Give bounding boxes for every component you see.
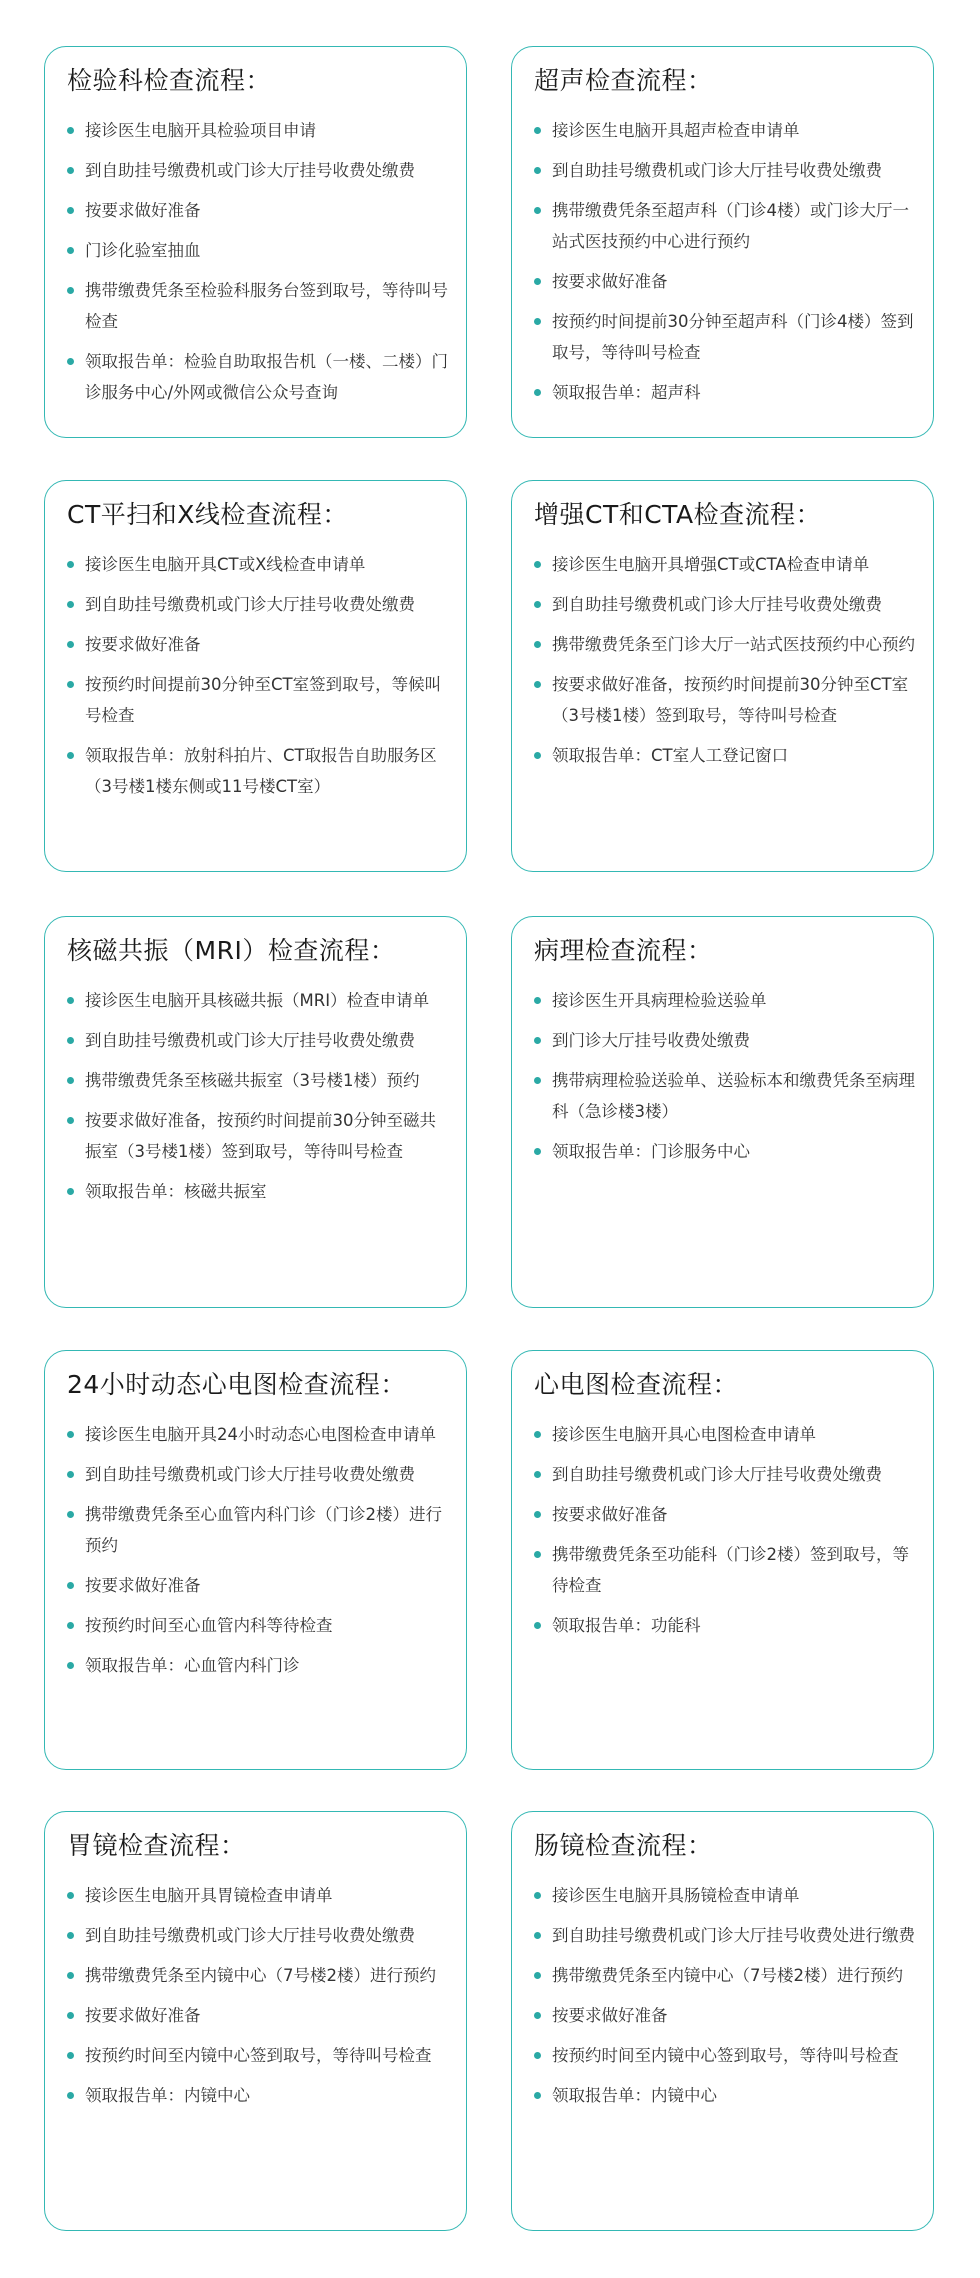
bullet-dot-icon	[67, 1511, 74, 1518]
step-text: 门诊化验室抽血	[85, 241, 201, 260]
step-text: 领取报告单：CT室人工登记窗口	[552, 746, 789, 765]
bullet-dot-icon	[67, 1972, 74, 1979]
step-item	[67, 669, 448, 731]
card-title: 24小时动态心电图检查流程：	[67, 1370, 406, 1399]
step-list	[534, 985, 915, 1167]
bullet-dot-icon	[67, 1037, 74, 1044]
step-item	[534, 266, 915, 297]
step-text: 按要求做好准备	[85, 1576, 201, 1595]
bullet-dot-icon	[534, 318, 541, 325]
step-item	[534, 1539, 915, 1601]
step-text: 领取报告单：内镜中心	[552, 2086, 717, 2105]
exam-process-card	[44, 46, 467, 438]
step-item	[67, 1960, 448, 1991]
bullet-dot-icon	[534, 997, 541, 1004]
step-list	[534, 1419, 915, 1641]
step-item	[534, 1610, 915, 1641]
step-item	[67, 740, 448, 802]
bullet-dot-icon	[534, 207, 541, 214]
bullet-dot-icon	[67, 247, 74, 254]
bullet-dot-icon	[534, 1972, 541, 1979]
bullet-dot-icon	[534, 1511, 541, 1518]
step-text: 领取报告单：内镜中心	[85, 2086, 250, 2105]
step-list	[67, 985, 448, 1207]
bullet-dot-icon	[67, 997, 74, 1004]
step-item	[67, 1419, 448, 1450]
bullet-dot-icon	[534, 389, 541, 396]
step-item	[67, 1176, 448, 1207]
step-item	[534, 985, 915, 1016]
step-list	[534, 115, 915, 408]
step-text: 携带缴费凭条至功能科（门诊2楼）签到取号，等待检查	[552, 1545, 909, 1595]
step-text: 携带缴费凭条至检验科服务台签到取号，等待叫号检查	[85, 281, 448, 331]
step-item	[534, 306, 915, 368]
bullet-dot-icon	[67, 601, 74, 608]
step-text: 携带缴费凭条至超声科（门诊4楼）或门诊大厅一站式医技预约中心进行预约	[552, 201, 909, 251]
step-item	[534, 1025, 915, 1056]
card-title: CT平扫和X线检查流程：	[67, 500, 348, 529]
step-item	[67, 235, 448, 266]
bullet-dot-icon	[67, 1117, 74, 1124]
bullet-dot-icon	[67, 752, 74, 759]
step-list	[534, 549, 915, 771]
step-list	[67, 1419, 448, 1681]
step-list	[67, 1880, 448, 2111]
step-text: 携带缴费凭条至内镜中心（7号楼2楼）进行预约	[552, 1966, 903, 1985]
step-text: 到自助挂号缴费机或门诊大厅挂号收费处缴费	[552, 1465, 882, 1484]
step-text: 领取报告单：门诊服务中心	[552, 1142, 750, 1161]
step-text: 领取报告单：检验自助取报告机（一楼、二楼）门诊服务中心/外网或微信公众号查询	[85, 352, 448, 402]
step-item	[534, 629, 915, 660]
step-text: 领取报告单：放射科拍片、CT取报告自助服务区（3号楼1楼东侧或11号楼CT室）	[85, 746, 437, 796]
exam-process-card	[511, 916, 934, 1308]
step-item	[67, 1920, 448, 1951]
step-text: 到门诊大厅挂号收费处缴费	[552, 1031, 750, 1050]
step-list	[67, 549, 448, 802]
step-item	[67, 985, 448, 1016]
step-item	[534, 1419, 915, 1450]
step-item	[67, 1570, 448, 1601]
step-item	[67, 1105, 448, 1167]
bullet-dot-icon	[67, 1892, 74, 1899]
step-text: 携带缴费凭条至核磁共振室（3号楼1楼）预约	[85, 1071, 420, 1090]
step-item	[534, 2000, 915, 2031]
step-text: 到自助挂号缴费机或门诊大厅挂号收费处缴费	[552, 161, 882, 180]
bullet-dot-icon	[534, 2092, 541, 2099]
step-item	[67, 275, 448, 337]
step-text: 按要求做好准备	[85, 635, 201, 654]
step-item	[67, 1459, 448, 1490]
step-text: 按要求做好准备，按预约时间提前30分钟至磁共振室（3号楼1楼）签到取号，等待叫号检查	[85, 1111, 436, 1161]
step-item	[534, 549, 915, 580]
step-text: 接诊医生电脑开具增强CT或CTA检查申请单	[552, 555, 870, 574]
card-title: 胃镜检查流程：	[67, 1831, 246, 1860]
bullet-dot-icon	[67, 2012, 74, 2019]
bullet-dot-icon	[67, 2092, 74, 2099]
exam-process-card	[44, 1811, 467, 2231]
step-item	[534, 1065, 915, 1127]
bullet-dot-icon	[534, 167, 541, 174]
step-item	[67, 346, 448, 408]
step-text: 携带缴费凭条至门诊大厅一站式医技预约中心预约	[552, 635, 915, 654]
step-item	[534, 2080, 915, 2111]
bullet-dot-icon	[67, 1662, 74, 1669]
bullet-dot-icon	[67, 127, 74, 134]
step-item	[67, 1499, 448, 1561]
step-text: 携带病理检验送验单、送验标本和缴费凭条至病理科（急诊楼3楼）	[552, 1071, 915, 1121]
bullet-dot-icon	[67, 207, 74, 214]
step-item	[67, 2000, 448, 2031]
step-text: 按预约时间至心血管内科等待检查	[85, 1616, 333, 1635]
step-item	[67, 155, 448, 186]
step-item	[67, 2040, 448, 2071]
step-item	[67, 195, 448, 226]
step-text: 接诊医生电脑开具24小时动态心电图检查申请单	[85, 1425, 436, 1444]
bullet-dot-icon	[534, 752, 541, 759]
bullet-dot-icon	[67, 1582, 74, 1589]
bullet-dot-icon	[534, 1148, 541, 1155]
step-text: 接诊医生电脑开具超声检查申请单	[552, 121, 800, 140]
step-item	[534, 1459, 915, 1490]
exam-process-card	[44, 916, 467, 1308]
step-item	[67, 629, 448, 660]
bullet-dot-icon	[67, 561, 74, 568]
bullet-dot-icon	[534, 561, 541, 568]
step-item	[534, 115, 915, 146]
step-item	[534, 155, 915, 186]
step-text: 接诊医生电脑开具心电图检查申请单	[552, 1425, 816, 1444]
step-text: 按要求做好准备	[85, 201, 201, 220]
step-text: 按要求做好准备	[85, 2006, 201, 2025]
bullet-dot-icon	[67, 1188, 74, 1195]
bullet-dot-icon	[534, 2052, 541, 2059]
bullet-dot-icon	[534, 641, 541, 648]
exam-process-card	[511, 46, 934, 438]
step-text: 到自助挂号缴费机或门诊大厅挂号收费处进行缴费	[552, 1926, 915, 1945]
step-text: 到自助挂号缴费机或门诊大厅挂号收费处缴费	[85, 1031, 415, 1050]
step-text: 接诊医生电脑开具肠镜检查申请单	[552, 1886, 800, 1905]
bullet-dot-icon	[534, 1551, 541, 1558]
step-item	[67, 1025, 448, 1056]
bullet-dot-icon	[534, 681, 541, 688]
step-item	[534, 740, 915, 771]
bullet-dot-icon	[534, 1431, 541, 1438]
step-text: 按预约时间至内镜中心签到取号，等待叫号检查	[552, 2046, 899, 2065]
bullet-dot-icon	[534, 1892, 541, 1899]
bullet-dot-icon	[534, 1037, 541, 1044]
step-text: 携带缴费凭条至内镜中心（7号楼2楼）进行预约	[85, 1966, 436, 1985]
bullet-dot-icon	[534, 2012, 541, 2019]
bullet-dot-icon	[534, 127, 541, 134]
bullet-dot-icon	[67, 1471, 74, 1478]
step-item	[534, 1136, 915, 1167]
bullet-dot-icon	[67, 358, 74, 365]
bullet-dot-icon	[67, 681, 74, 688]
step-item	[534, 1499, 915, 1530]
exam-process-card	[511, 480, 934, 872]
bullet-dot-icon	[534, 1622, 541, 1629]
step-text: 接诊医生电脑开具检验项目申请	[85, 121, 316, 140]
step-item	[534, 1880, 915, 1911]
exam-process-card	[511, 1811, 934, 2231]
step-text: 到自助挂号缴费机或门诊大厅挂号收费处缴费	[552, 595, 882, 614]
step-text: 领取报告单：超声科	[552, 383, 701, 402]
step-text: 接诊医生电脑开具胃镜检查申请单	[85, 1886, 333, 1905]
card-title: 增强CT和CTA检查流程：	[534, 500, 822, 529]
step-text: 领取报告单：心血管内科门诊	[85, 1656, 300, 1675]
bullet-dot-icon	[534, 278, 541, 285]
step-item	[67, 115, 448, 146]
step-text: 到自助挂号缴费机或门诊大厅挂号收费处缴费	[85, 161, 415, 180]
step-text: 按要求做好准备，按预约时间提前30分钟至CT室（3号楼1楼）签到取号，等待叫号检查	[552, 675, 909, 725]
card-title: 核磁共振（MRI）检查流程：	[67, 936, 396, 965]
step-item	[534, 1920, 915, 1951]
bullet-dot-icon	[67, 287, 74, 294]
step-text: 到自助挂号缴费机或门诊大厅挂号收费处缴费	[85, 1465, 415, 1484]
step-list	[534, 1880, 915, 2111]
bullet-dot-icon	[534, 1077, 541, 1084]
card-title: 肠镜检查流程：	[534, 1831, 713, 1860]
step-text: 携带缴费凭条至心血管内科门诊（门诊2楼）进行预约	[85, 1505, 442, 1555]
bullet-dot-icon	[67, 1431, 74, 1438]
step-item	[67, 589, 448, 620]
bullet-dot-icon	[534, 1471, 541, 1478]
step-text: 到自助挂号缴费机或门诊大厅挂号收费处缴费	[85, 1926, 415, 1945]
step-text: 按要求做好准备	[552, 1505, 668, 1524]
step-text: 按要求做好准备	[552, 272, 668, 291]
step-item	[534, 589, 915, 620]
step-text: 按预约时间提前30分钟至超声科（门诊4楼）签到取号，等待叫号检查	[552, 312, 914, 362]
card-title: 超声检查流程：	[534, 66, 713, 95]
step-item	[534, 1960, 915, 1991]
card-title: 病理检查流程：	[534, 936, 713, 965]
bullet-dot-icon	[67, 641, 74, 648]
step-item	[67, 2080, 448, 2111]
step-text: 按要求做好准备	[552, 2006, 668, 2025]
card-title: 心电图检查流程：	[534, 1370, 739, 1399]
exam-process-card	[511, 1350, 934, 1770]
step-item	[67, 1650, 448, 1681]
bullet-dot-icon	[534, 601, 541, 608]
step-item	[534, 669, 915, 731]
step-item	[67, 549, 448, 580]
bullet-dot-icon	[67, 1622, 74, 1629]
step-item	[67, 1065, 448, 1096]
step-item	[67, 1610, 448, 1641]
step-list	[67, 115, 448, 408]
step-text: 接诊医生开具病理检验送验单	[552, 991, 767, 1010]
step-text: 按预约时间提前30分钟至CT室签到取号，等候叫号检查	[85, 675, 442, 725]
bullet-dot-icon	[534, 1932, 541, 1939]
step-text: 到自助挂号缴费机或门诊大厅挂号收费处缴费	[85, 595, 415, 614]
step-item	[67, 1880, 448, 1911]
step-item	[534, 2040, 915, 2071]
bullet-dot-icon	[67, 1932, 74, 1939]
exam-process-card	[44, 1350, 467, 1770]
exam-process-card	[44, 480, 467, 872]
step-text: 接诊医生电脑开具CT或X线检查申请单	[85, 555, 366, 574]
card-title: 检验科检查流程：	[67, 66, 272, 95]
step-item	[534, 195, 915, 257]
bullet-dot-icon	[67, 1077, 74, 1084]
bullet-dot-icon	[67, 2052, 74, 2059]
step-item	[534, 377, 915, 408]
step-text: 领取报告单：功能科	[552, 1616, 701, 1635]
bullet-dot-icon	[67, 167, 74, 174]
step-text: 领取报告单：核磁共振室	[85, 1182, 267, 1201]
step-text: 按预约时间至内镜中心签到取号，等待叫号检查	[85, 2046, 432, 2065]
step-text: 接诊医生电脑开具核磁共振（MRI）检查申请单	[85, 991, 430, 1010]
